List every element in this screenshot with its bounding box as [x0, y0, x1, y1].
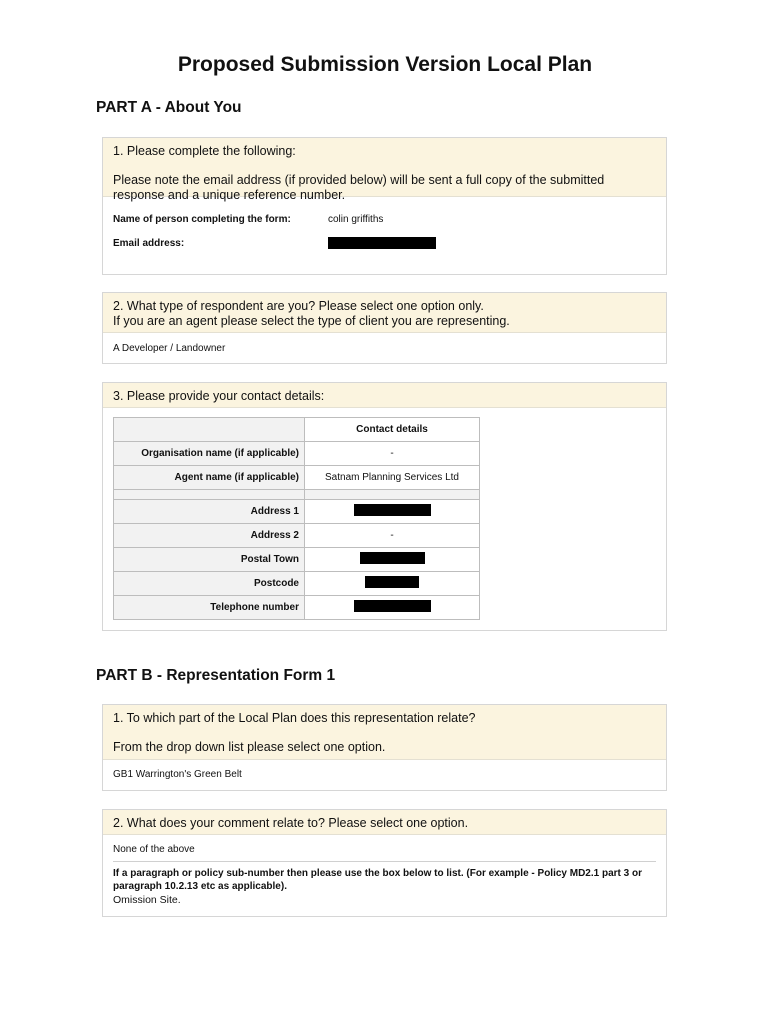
part-b-question-1 [102, 704, 667, 791]
name-value: colin griffiths [328, 213, 384, 225]
table-row [114, 524, 480, 548]
question-note: Please note the email address (if provided below) will be sent a full copy of the submitted response and a unique reference number. [113, 173, 605, 202]
table-row [114, 500, 480, 524]
org-label: Organisation name (if applicable) [114, 442, 305, 466]
table-row [114, 466, 480, 490]
redacted-email [328, 237, 436, 249]
part-b-question-2 [102, 809, 667, 917]
respondent-type-answer: A Developer / Landowner [113, 343, 226, 354]
question-header [103, 383, 666, 408]
question-note: From the drop down list please select one option. [113, 740, 386, 754]
postcode-label: Postcode [114, 572, 305, 596]
question-text: 3. Please provide your contact details: [113, 389, 325, 403]
part-a-question-3 [102, 382, 667, 631]
name-row [113, 207, 656, 231]
question-text: 2. What does your comment relate to? Please select one option. [113, 816, 469, 830]
redacted-postcode [365, 576, 419, 588]
table-row [114, 548, 480, 572]
address2-value: - [305, 524, 480, 548]
question-text: 1. Please complete the following: [113, 144, 296, 158]
email-row [113, 231, 656, 255]
redacted-phone [354, 600, 431, 612]
instruction-text: If a paragraph or policy sub-number then please use the box below to list. (For example - Policy MD2.1 part 3 or paragraph 10.2.13 etc as applicable). [113, 868, 642, 892]
email-label: Email address: [113, 237, 185, 249]
divider [113, 861, 656, 862]
part-a-question-2 [102, 292, 667, 364]
part-a-heading: PART A - About You [96, 99, 242, 116]
question-text: 1. To which part of the Local Plan does this representation relate? [113, 711, 476, 725]
comment-relate-answer: None of the above [113, 844, 195, 855]
town-value [305, 548, 480, 572]
part-b-heading: PART B - Representation Form 1 [96, 667, 336, 684]
agent-value: Satnam Planning Services Ltd [305, 466, 480, 490]
question-body [103, 835, 666, 914]
part-a-question-1 [102, 137, 667, 275]
table-row [114, 418, 480, 442]
page-title: Proposed Submission Version Local Plan [177, 53, 593, 76]
table-row [114, 442, 480, 466]
phone-label: Telephone number [114, 596, 305, 620]
column-header: Contact details [305, 418, 480, 442]
question-header [103, 810, 666, 835]
redacted-town [360, 552, 425, 564]
org-value: - [305, 442, 480, 466]
table-spacer-row [114, 490, 480, 500]
address1-value [305, 500, 480, 524]
postcode-value [305, 572, 480, 596]
agent-label: Agent name (if applicable) [114, 466, 305, 490]
question-note: If you are an agent please select the type of client you are representing. [113, 314, 510, 328]
table-corner [114, 418, 305, 442]
question-text: 2. What type of respondent are you? Please select one option only. [113, 299, 484, 313]
table-row [114, 572, 480, 596]
address2-label: Address 2 [114, 524, 305, 548]
address1-label: Address 1 [114, 500, 305, 524]
town-label: Postal Town [114, 548, 305, 572]
plan-part-answer: GB1 Warrington's Green Belt [113, 769, 242, 780]
phone-value [305, 596, 480, 620]
table-row [114, 596, 480, 620]
omission-answer: Omission Site. [113, 894, 181, 906]
question-header [103, 705, 666, 760]
redacted-address1 [354, 504, 431, 516]
contact-details-table [113, 417, 480, 620]
name-label: Name of person completing the form: [113, 213, 291, 225]
question-body [103, 197, 666, 263]
question-header [103, 138, 666, 202]
question-header [103, 293, 666, 333]
